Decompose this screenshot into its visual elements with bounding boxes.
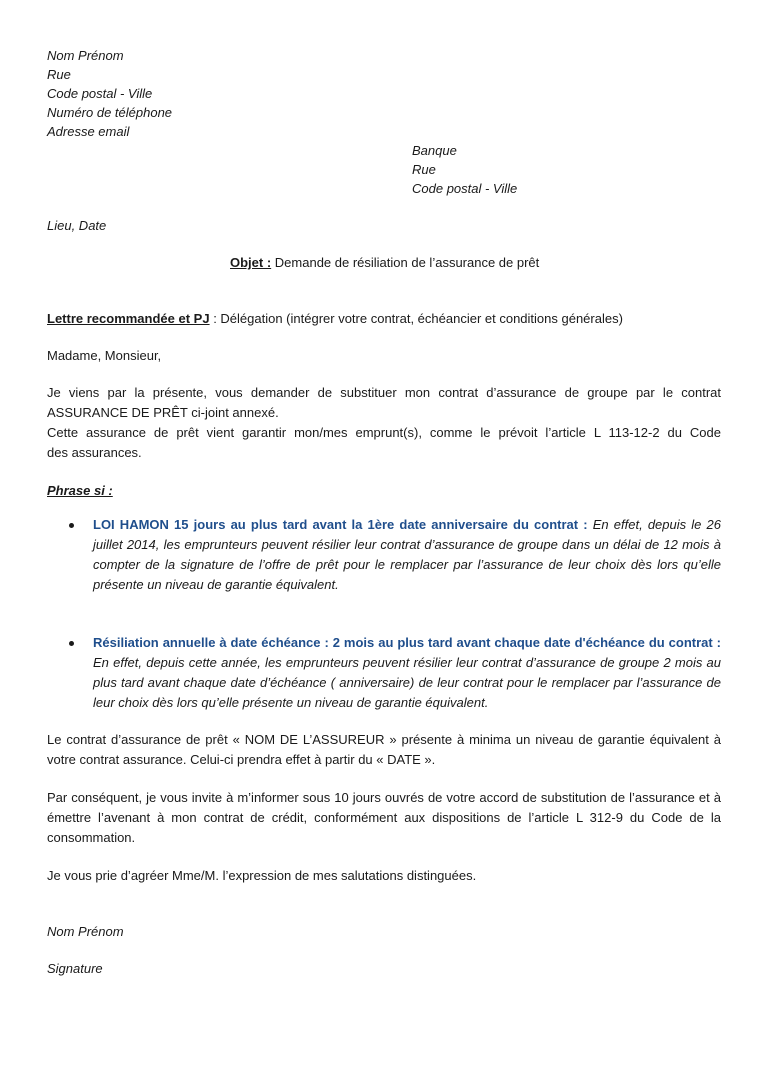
para1-line3: Cette assurance de prêt vient garantir mon/mes emprunt(s), comme le prévoit l’article L 113-12-2 du Code xyxy=(47,425,721,440)
list-item xyxy=(47,515,721,595)
bullet-title: Résiliation annuelle à date échéance : 2 mois au plus tard avant chaque date d'échéance du contrat : xyxy=(93,635,721,650)
para1-line1: Je viens par la présente, vous demander de substituer mon contrat d’assurance de groupe par le contrat xyxy=(47,385,721,400)
sender-phone: Numéro de téléphone xyxy=(47,105,173,120)
subject-label: Objet : xyxy=(230,255,272,270)
subject-text: Demande de résiliation de l’assurance de prêt xyxy=(271,255,540,270)
bullet-title: LOI HAMON 15 jours au plus tard avant la 1ère date anniversaire du contrat : xyxy=(93,517,588,532)
paragraph-1 xyxy=(47,383,721,463)
bullet-text: En effet, depuis cette année, les emprunteurs peuvent résilier leur contrat d’assurance de groupe 2 mois au plus tard avant chaque date d’échéance ( anniversaire) de leur contrat pour le remplacer par l’assurance de leur choix dès lors qu’elle présente un niveau de garantie équivalent. xyxy=(93,655,721,710)
signature-label: Signature xyxy=(47,961,103,976)
sender-street: Rue xyxy=(47,67,71,82)
recipient-block xyxy=(412,141,721,198)
phrase-si-heading: Phrase si : xyxy=(47,483,113,498)
list-item xyxy=(47,633,721,713)
place-date: Lieu, Date xyxy=(47,218,107,233)
subject-line xyxy=(47,253,721,272)
paragraph-3: Par conséquent, je vous invite à m’informer sous 10 jours ouvrés de votre accord de substitution de l’assurance et à émettre l’avenant à mon contrat de crédit, conformément aux dispositions de l’article L 312-9 du Code de la consommation. xyxy=(47,790,721,845)
para1-line2: ASSURANCE DE PRÊT ci-joint annexé. xyxy=(47,405,279,420)
sender-name: Nom Prénom xyxy=(47,48,124,63)
recipient-city: Code postal - Ville xyxy=(412,181,518,196)
recipient-street: Rue xyxy=(412,162,436,177)
sender-email: Adresse email xyxy=(47,124,130,139)
closing-formula: Je vous prie d’agréer Mme/M. l’expression de mes salutations distinguées. xyxy=(47,868,477,883)
registered-line xyxy=(47,309,721,328)
para1-line4: des assurances. xyxy=(47,445,142,460)
registered-label: Lettre recommandée et PJ xyxy=(47,311,210,326)
letter-page xyxy=(47,46,721,978)
sender-block xyxy=(47,46,721,141)
bullet-dot-icon xyxy=(69,641,74,646)
conditions-list xyxy=(47,515,721,713)
recipient-bank: Banque xyxy=(412,143,457,158)
bullet-dot-icon xyxy=(69,523,74,528)
registered-text: : Délégation (intégrer votre contrat, échéancier et conditions générales) xyxy=(209,311,623,326)
paragraph-2: Le contrat d’assurance de prêt « NOM DE L’ASSUREUR » présente à minima un niveau de garantie équivalent à votre contrat assurance. Celui-ci prendra effet à partir du « DATE ». xyxy=(47,732,721,767)
signoff-name: Nom Prénom xyxy=(47,924,124,939)
salutation: Madame, Monsieur, xyxy=(47,348,162,363)
sender-city: Code postal - Ville xyxy=(47,86,153,101)
bullet-text: En effet, depuis le 26 juillet 2014, les emprunteurs peuvent résilier leur contrat d’assurance de groupe dans un délai de 12 mois à compter de la signature de l’offre de prêt pour le remplacer par l’assurance de leur choix dès lors qu’elle présente un niveau de garantie équivalent. xyxy=(93,517,721,592)
